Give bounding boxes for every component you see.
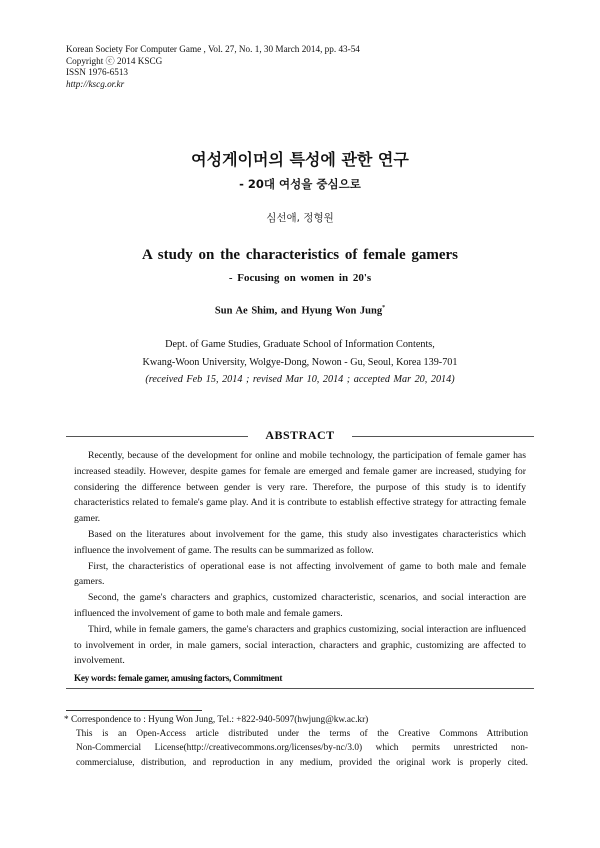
author-names: Sun Ae Shim, and Hyung Won Jung <box>214 305 383 317</box>
license-text <box>64 727 528 770</box>
correspondence-line: * Correspondence to : Hyung Won Jung, Tel.: +822-940-5097(hwjung@kw.ac.kr) <box>64 715 369 725</box>
journal-header <box>66 44 360 90</box>
english-authors <box>0 305 600 317</box>
corresponding-mark: * <box>382 305 386 311</box>
english-title: A study on the characteristics of female gamers <box>141 247 458 263</box>
issn-line: ISSN 1976-6513 <box>66 67 129 77</box>
abstract-paragraph: First, the characteristics of operational ease is not affecting involvement of game to both male and female gamers. <box>74 560 526 588</box>
affiliation-line-2: Kwang-Woon University, Wolgye-Dong, Nowon - Gu, Seoul, Korea 139-701 <box>142 357 458 368</box>
korean-subtitle: - 20대 여성을 중심으로 <box>239 177 361 191</box>
abstract-paragraph: Based on the literatures about involvement for the game, this study also investigates characteristics which influence the involvement of game. The results can be summarized as follow. <box>74 528 526 556</box>
keywords-rule <box>66 688 534 689</box>
abstract-paragraph: Third, while in female gamers, the game's characters and graphics customizing, social interaction are influenced to involvement in order, in male gamers, social interaction, characters and graphic, customizing are affected to involvement. <box>74 623 526 667</box>
abstract-rule-right <box>352 436 534 437</box>
footnote <box>64 713 528 770</box>
english-subtitle: - Focusing on women in 20's <box>228 272 372 284</box>
abstract-heading: ABSTRACT <box>265 428 335 442</box>
license-line-last: commercialuse, distribution, and reproduction in any medium, provided the original work is properly cited. <box>76 757 528 768</box>
license-line: This is an Open-Access article distributed under the terms of the Creative Commons Attribution <box>76 729 528 740</box>
abstract-heading-block <box>66 427 534 445</box>
received-dates: (received Feb 15, 2014 ; revised Mar 10, 2014 ; accepted Mar 20, 2014) <box>145 374 455 385</box>
footnote-rule <box>66 710 202 711</box>
license-line: Non-Commercial License(http://creativecommons.org/licenses/by-nc/3.0) which permits unrestricted non- <box>76 743 528 754</box>
affiliation-line-1: Dept. of Game Studies, Graduate School of Information Contents, <box>165 339 435 350</box>
journal-url: http://kscg.or.kr <box>66 78 125 89</box>
copyright-line: Copyright ⓒ 2014 KSCG <box>66 55 163 66</box>
abstract-body <box>74 448 526 669</box>
korean-authors: 심선애, 정형원 <box>266 212 334 224</box>
journal-citation: Korean Society For Computer Game , Vol. 27, No. 1, 30 March 2014, pp. 43-54 <box>66 44 360 54</box>
keywords: Key words: female gamer, amusing factors, Commitment <box>74 673 283 683</box>
abstract-paragraph: Second, the game's characters and graphics, customized characteristic, scenarios, and social interaction are influenced the involvement of game to both male and female gamers. <box>74 592 526 619</box>
abstract-paragraph: Recently, because of the development for online and mobile technology, the participation of female gamer has increased steadily. However, despite games for female are emerged and female gamer are increased, studying for considering the difference between gender is very rare. Therefore, the purpose of this study is to identify characteristics related to female's game play. And it is contribute to establish effective strategy for attracting female gamer. <box>74 450 526 525</box>
korean-title: 여성게이머의 특성에 관한 연구 <box>191 150 409 169</box>
